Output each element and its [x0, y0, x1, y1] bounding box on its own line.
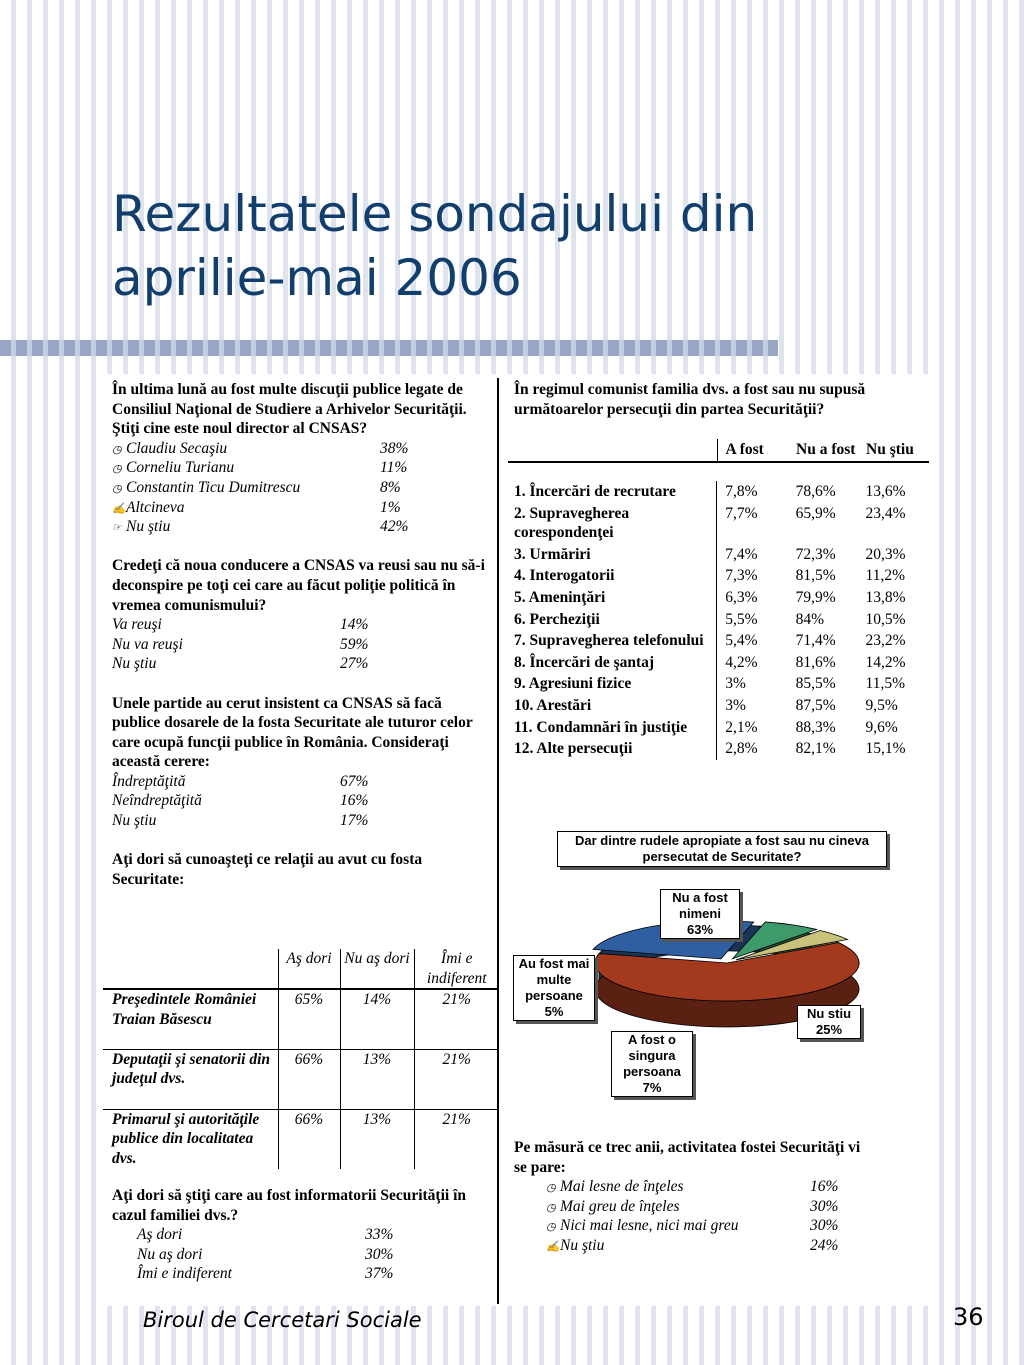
table-cell: 13,6%: [865, 483, 906, 500]
table-cell: 7,8%: [717, 481, 788, 503]
table-cell: 7,4%: [717, 544, 788, 566]
question-cnsas-director: În ultima lună au fost multe discuţii publice legate de Consiliul Naţional de Studiere a Arhivelor Securităţii. Ştiţi cine este noul director al CNSAS?: [112, 381, 467, 438]
answer-row: [137, 1225, 492, 1245]
table-cell: 13%: [340, 1109, 414, 1169]
answer-row: [112, 791, 492, 811]
title-underline-band: [0, 340, 778, 356]
table-cell: 84%: [795, 610, 825, 628]
question-cnsas-success: Credeţi că noua conducere a CNSAS va reusi sau nu să-i deconspire pe toţi cei care au făcut poliţie politică în vremea comunismului?: [112, 557, 485, 614]
row-label: 7. Supravegherea telefonului: [514, 632, 704, 650]
table-cell: 10,5%: [865, 610, 906, 628]
table-cell: 21%: [414, 1109, 499, 1169]
question-public-files: Unele partide au cerut insistent ca CNSAS să facă publice dosarele de la fosta Securitate ale tuturor celor care ocupă funcţii publice în România. Consideraţi această cerere:: [112, 694, 473, 771]
answer-row: [546, 1236, 874, 1256]
answer-label: Îndreptăţită: [112, 772, 186, 790]
answer-percent: 17%: [340, 812, 369, 830]
answer-list: [112, 439, 492, 537]
table-row: [508, 565, 929, 587]
table-cell: 4,2%: [717, 652, 788, 674]
row-label: Primarul şi autorităţile publice din localitatea dvs.: [112, 1110, 260, 1167]
title-line-1: Rezultatele sondajului din: [112, 185, 758, 243]
answer-percent: 67%: [340, 772, 369, 790]
persecution-body-table: [508, 481, 929, 760]
table-cell: 66%: [278, 1049, 340, 1109]
answer-percent: 30%: [365, 1245, 394, 1263]
table-cell: 13%: [340, 1049, 414, 1109]
table-row: [508, 630, 929, 652]
table-header-row: [508, 439, 929, 462]
question-persecutions: În regimul comunist familia dvs. a fost sau nu supusă următoarelor persecuţii din partea Securităţii?: [514, 381, 866, 418]
question-relations: Aţi dori să cunoaşteţi ce relaţii au avut cu fosta Securitate:: [112, 851, 423, 888]
table-cell: 81,5%: [795, 567, 836, 585]
row-label: 3. Urmăriri: [514, 545, 591, 563]
table-cell: 9,5%: [865, 696, 898, 714]
row-label: 8. Încercări de şantaj: [514, 653, 655, 671]
radio-icon: ◷: [112, 463, 122, 476]
table-row: [103, 1109, 499, 1169]
table-cell: 85,5%: [795, 675, 836, 693]
table-cell: 65%: [278, 989, 340, 1049]
answer-label: Nici mai lesne, nici mai greu: [560, 1217, 739, 1235]
column-header: Nu aş dori: [340, 949, 414, 989]
answer-label: Nu aş dori: [137, 1245, 203, 1263]
slice-label-nimeni: Nu a fost nimeni 63%: [660, 889, 740, 939]
answer-row: [137, 1264, 492, 1284]
table-cell: 81,6%: [795, 653, 836, 671]
table-row: [508, 673, 929, 695]
row-label: 2. Supravegherea corespondenţei: [514, 504, 630, 542]
table-cell: 15,1%: [865, 740, 906, 758]
table-cell: 66%: [278, 1109, 340, 1169]
slice-label-singura: A fost o singura persoana 7%: [611, 1031, 693, 1097]
table-cell: 88,3%: [795, 718, 836, 736]
table-row: [508, 738, 929, 760]
pointer-icon: ☞: [112, 522, 122, 535]
answer-row: [112, 439, 492, 459]
radio-icon: ◷: [546, 1182, 556, 1195]
answer-row: [112, 498, 492, 518]
title-line-2: aprilie-mai 2006: [112, 249, 522, 307]
table-cell: 5,5%: [717, 609, 788, 631]
pie-chart: [505, 825, 905, 1115]
table-row: [103, 1049, 499, 1109]
table-row: [508, 544, 929, 566]
answer-label: Corneliu Turianu: [126, 459, 235, 477]
answer-percent: 1%: [380, 498, 401, 516]
answer-row: [112, 654, 492, 674]
answer-label: Mai lesne de înţeles: [560, 1178, 684, 1196]
table-header-row: [103, 949, 499, 989]
answer-percent: 59%: [340, 635, 369, 653]
column-header: Îmi e indiferent: [414, 949, 499, 989]
answer-row: [112, 478, 492, 498]
table-row: [508, 695, 929, 717]
answer-row: [546, 1197, 874, 1217]
question-informers: Aţi dori să ştiţi care au fost informatorii Securităţii în cazul familiei dvs.?: [112, 1187, 467, 1224]
answer-percent: 14%: [340, 616, 369, 634]
row-label: 12. Alte persecuţii: [514, 740, 633, 758]
persecution-rows: [508, 481, 929, 760]
table-cell: 21%: [414, 989, 499, 1049]
answer-label: Nu ştiu: [560, 1236, 605, 1254]
answer-label: Nu ştiu: [112, 655, 157, 673]
row-label: 11. Condamnări în justiţie: [514, 718, 688, 736]
table-cell: 72,3%: [795, 545, 836, 563]
table-cell: 20,3%: [865, 545, 906, 563]
answer-label: Constantin Ticu Dumitrescu: [126, 478, 301, 496]
radio-icon: ◷: [112, 482, 122, 495]
table-cell: 79,9%: [795, 588, 836, 606]
answer-percent: 16%: [810, 1178, 839, 1196]
row-label: Preşedintele României Traian Băsescu: [112, 991, 257, 1028]
table-row: [508, 503, 929, 544]
row-label: 1. Încercări de recrutare: [514, 483, 676, 500]
answer-percent: 11%: [380, 459, 408, 477]
answer-label: Va reuşi: [112, 616, 162, 634]
table-cell: 23,4%: [865, 504, 906, 522]
answer-label: Aş dori: [137, 1226, 183, 1244]
page-title: [112, 182, 912, 310]
answer-percent: 27%: [340, 655, 369, 673]
row-label: Deputaţii şi senatorii din judeţul dvs.: [112, 1050, 271, 1088]
answer-label: Nu ştiu: [112, 812, 157, 830]
answer-row: [112, 517, 492, 537]
row-label: 6. Percheziţii: [514, 610, 600, 628]
row-label: 9. Agresiuni fizice: [514, 675, 632, 693]
relations-table: [103, 949, 499, 1169]
table-cell: 14%: [340, 989, 414, 1049]
persecution-table: [508, 439, 929, 463]
chart-title: Dar dintre rudele apropiate a fost sau nu cineva persecutat de Securitate?: [557, 831, 887, 867]
table-cell: 9,6%: [865, 718, 898, 736]
answer-label: Nu ştiu: [126, 518, 171, 536]
table-row: [508, 652, 929, 674]
table-row: [508, 717, 929, 739]
answer-row: [546, 1216, 874, 1236]
table-cell: 7,3%: [717, 565, 788, 587]
check-icon: ✍: [112, 502, 126, 515]
answer-percent: 38%: [380, 439, 409, 457]
table-cell: 2,8%: [717, 738, 788, 760]
column-header: Aş dori: [278, 949, 340, 989]
column-header: Nu a fost: [796, 441, 856, 458]
answer-row: [137, 1245, 492, 1265]
answer-label: Mai greu de înţeles: [560, 1197, 680, 1215]
answer-label: Altcineva: [126, 498, 185, 516]
table-cell: 21%: [414, 1049, 499, 1109]
informers-block: [112, 1186, 492, 1284]
answer-label: Nu va reuşi: [112, 635, 183, 653]
table-cell: 13,8%: [865, 588, 906, 606]
column-header: A fost: [717, 439, 788, 462]
activity-block: [514, 1138, 874, 1256]
slice-label-mai-multe: Au fost mai multe persoane 5%: [513, 955, 595, 1021]
table-cell: 87,5%: [795, 696, 836, 714]
answer-percent: 30%: [810, 1217, 839, 1235]
table-row: [103, 989, 499, 1049]
column-header: Nu ştiu: [866, 441, 914, 458]
answer-percent: 16%: [340, 792, 369, 810]
row-label: 10. Arestări: [514, 696, 592, 714]
answer-label: Claudiu Secaşiu: [126, 439, 228, 457]
answer-percent: 37%: [365, 1265, 394, 1283]
answer-label: Îmi e indiferent: [137, 1265, 232, 1283]
question-activity: Pe măsură ce trec anii, activitatea fostei Securităţi vi se pare:: [514, 1139, 861, 1176]
answer-percent: 8%: [380, 478, 401, 496]
radio-icon: ◷: [546, 1201, 556, 1214]
table-cell: 65,9%: [795, 504, 836, 522]
persecution-question: [514, 380, 874, 419]
answer-percent: 24%: [810, 1236, 839, 1254]
table-cell: 2,1%: [717, 717, 788, 739]
table-cell: 7,7%: [717, 503, 788, 544]
row-label: 5. Ameninţări: [514, 588, 606, 606]
table-cell: 82,1%: [795, 740, 836, 758]
table-row: [508, 481, 929, 503]
radio-icon: ◷: [546, 1221, 556, 1234]
table-cell: 11,5%: [865, 675, 906, 693]
footer-text: Biroul de Cercetari Sociale: [143, 1308, 422, 1332]
check-icon: ✍: [546, 1240, 560, 1253]
row-label: 4. Interogatorii: [514, 567, 615, 585]
radio-icon: ◷: [112, 443, 122, 456]
slice-label-nu-stiu: Nu stiu 25%: [797, 1005, 861, 1039]
answer-percent: 42%: [380, 518, 409, 536]
answer-percent: 30%: [810, 1197, 839, 1215]
table-cell: 6,3%: [717, 587, 788, 609]
answer-percent: 33%: [365, 1226, 394, 1244]
left-column: [112, 380, 492, 889]
answer-row: [112, 635, 492, 655]
answer-row: [112, 458, 492, 478]
table-row: [508, 587, 929, 609]
answer-row: [112, 811, 492, 831]
table-cell: 3%: [717, 695, 788, 717]
table-cell: 14,2%: [865, 653, 906, 671]
answer-row: [112, 615, 492, 635]
page-number: 36: [953, 1303, 984, 1331]
answer-row: [112, 772, 492, 792]
table-row: [508, 609, 929, 631]
table-cell: 11,2%: [865, 567, 906, 585]
table-cell: 71,4%: [795, 632, 836, 650]
table-cell: 5,4%: [717, 630, 788, 652]
table-cell: 3%: [717, 673, 788, 695]
table-cell: 23,2%: [865, 632, 906, 650]
table-cell: 78,6%: [795, 483, 836, 500]
answer-label: Neîndreptăţită: [112, 792, 202, 810]
answer-row: [546, 1177, 874, 1197]
